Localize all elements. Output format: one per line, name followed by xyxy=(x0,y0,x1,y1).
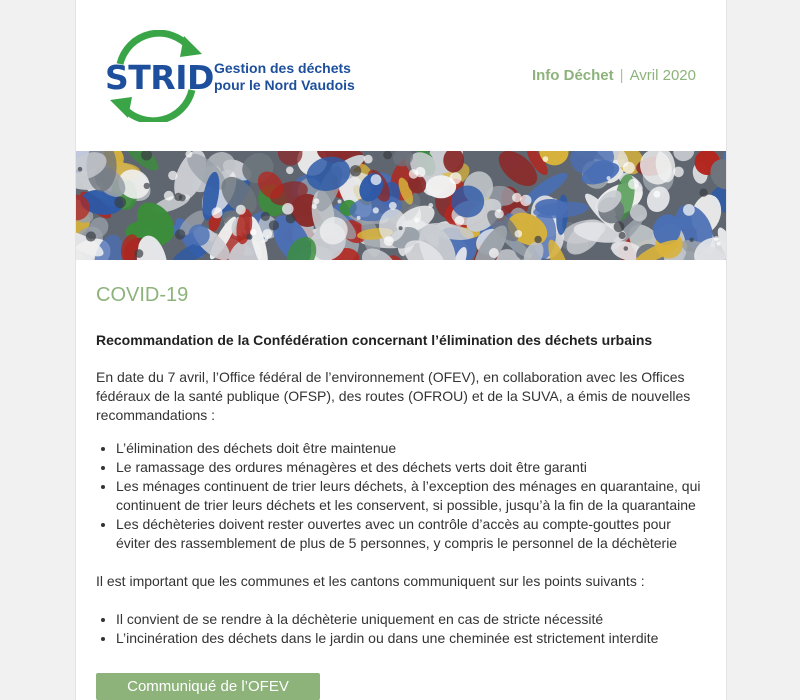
list-item: • L’élimination des déchets doit être maintenue xyxy=(116,439,706,458)
newsletter-card xyxy=(75,0,727,700)
logo-tagline-line1: Gestion des déchets xyxy=(214,60,351,76)
list-item: • L’incinération des déchets dans le jardin ou dans une cheminée est strictement interdite xyxy=(116,629,706,648)
recommendation-list xyxy=(96,439,706,553)
newsletter-header xyxy=(76,0,726,151)
communication-list xyxy=(96,610,706,648)
issue-info xyxy=(532,67,696,84)
issue-date: Avril 2020 xyxy=(629,67,696,84)
logo-wordmark: STRID xyxy=(105,58,214,97)
banner-image xyxy=(76,151,726,260)
ofev-press-release-button[interactable]: Communiqué de l’OFEV xyxy=(96,673,320,700)
list-item: • Il convient de se rendre à la déchèterie uniquement en cas de stricte nécessité xyxy=(116,610,706,629)
recycled-cans-photo xyxy=(76,151,726,260)
article-intro: En date du 7 avril, l’Office fédéral de l’environnement (OFEV), en collaboration avec les Offices fédéraux de la santé publique (OFSP), des routes (OFROU) et de la SUVA, a émis de nouvelles recommandations : xyxy=(96,369,691,423)
list-item: • Les ménages continuent de trier leurs déchets, à l’exception des ménages en quarantaine, qui continuent de trier leurs déchets et les conservent, si possible, jusqu’à la fin de la quarantaine xyxy=(116,477,706,515)
article-content xyxy=(96,260,706,648)
issue-separator: | xyxy=(619,67,624,84)
article-heading: COVID-19 xyxy=(96,284,189,306)
logo-tagline-line2: pour le Nord Vaudois xyxy=(214,77,355,93)
article-subtitle: Recommandation de la Confédération concernant l’élimination des déchets urbains xyxy=(96,332,653,348)
list-item: • Les déchèteries doivent rester ouvertes avec un contrôle d’accès au compte-gouttes pour éviter des rassemblement de plus de 5 personnes, y compris le personnel de la déchèterie xyxy=(116,515,706,553)
list-item: • Le ramassage des ordures ménagères et des déchets verts doit être garanti xyxy=(116,458,706,477)
communication-intro: Il est important que les communes et les cantons communiquent sur les points suivants : xyxy=(96,573,645,589)
strid-logo[interactable] xyxy=(104,30,364,122)
logo-tagline xyxy=(214,60,355,94)
issue-title: Info Déchet xyxy=(531,67,614,84)
